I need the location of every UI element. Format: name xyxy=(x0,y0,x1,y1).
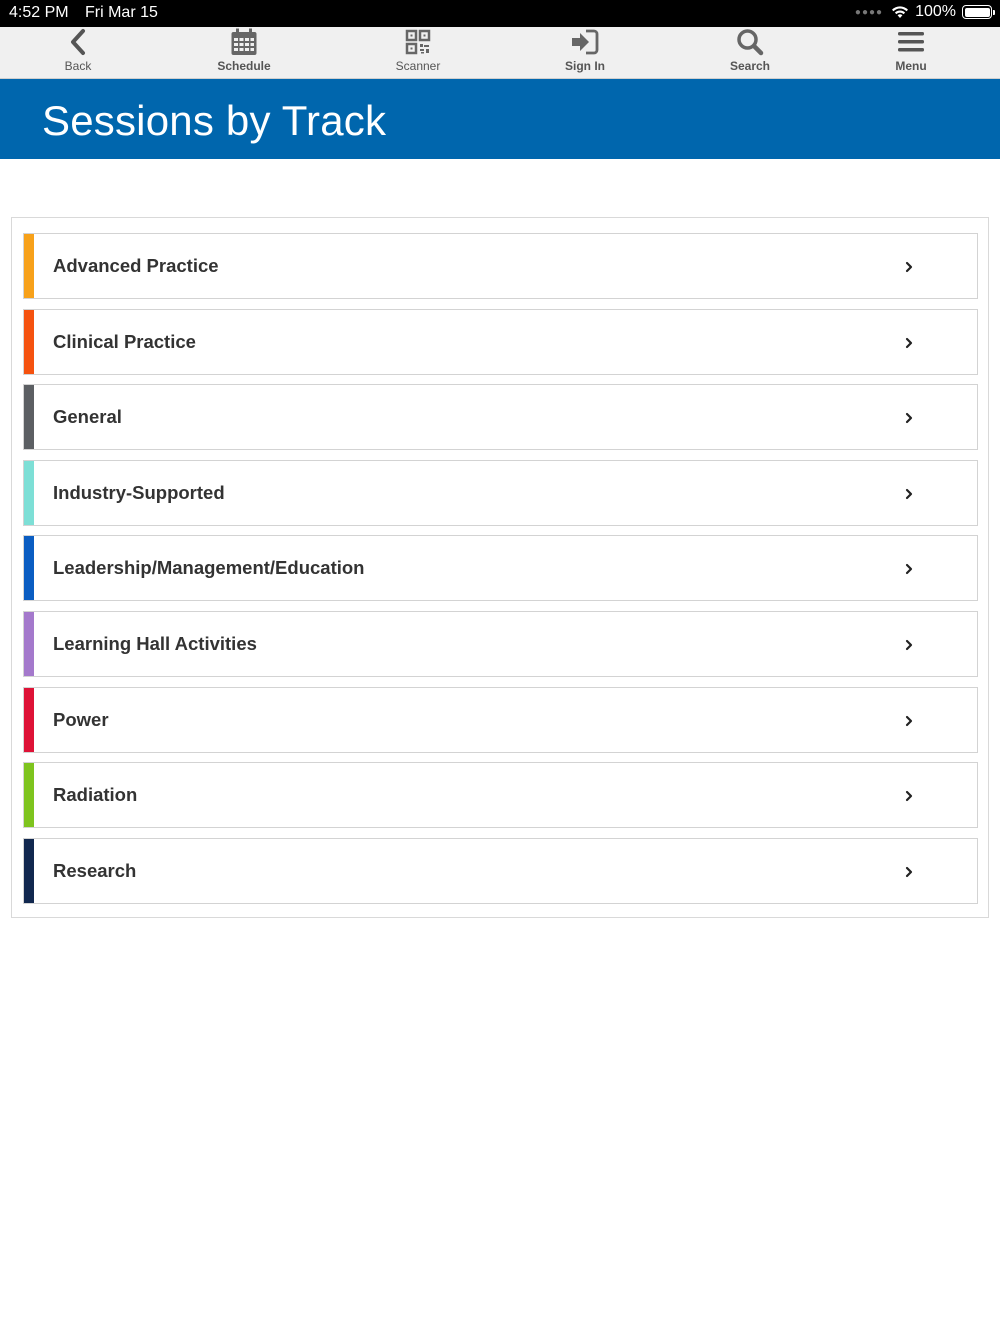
page-header xyxy=(0,79,1000,159)
status-bar xyxy=(0,0,1000,27)
signal-dots-icon: ●●●● xyxy=(854,6,884,18)
chevron-right-icon xyxy=(902,334,916,352)
track-item[interactable] xyxy=(23,762,978,828)
hamburger-menu-icon xyxy=(897,30,925,54)
track-label: General xyxy=(53,406,122,428)
scanner-label: Scanner xyxy=(395,59,441,73)
chevron-left-icon xyxy=(68,28,88,56)
track-label: Advanced Practice xyxy=(53,255,219,276)
scanner-button[interactable] xyxy=(368,27,468,79)
search-button[interactable] xyxy=(700,27,800,79)
chevron-right-icon xyxy=(902,636,916,654)
sign-in-button[interactable] xyxy=(535,27,635,79)
track-item[interactable] xyxy=(23,384,978,450)
track-item[interactable] xyxy=(23,460,978,526)
status-right xyxy=(855,3,992,21)
chevron-right-icon xyxy=(902,258,916,276)
schedule-label: Schedule xyxy=(217,59,271,73)
status-date: Fri Mar 15 xyxy=(85,4,158,21)
chevron-right-icon xyxy=(902,712,916,730)
status-time: 4:52 PM xyxy=(9,4,69,21)
track-label: Research xyxy=(53,859,137,881)
sign-in-icon xyxy=(571,29,599,55)
track-color-bar xyxy=(24,839,34,903)
track-label: Learning Hall Activities xyxy=(53,632,257,654)
chevron-right-icon xyxy=(902,787,916,805)
search-icon xyxy=(736,28,764,56)
back-label: Back xyxy=(64,59,92,73)
wifi-icon xyxy=(891,5,909,19)
track-label: Power xyxy=(53,708,109,730)
chevron-right-icon xyxy=(902,863,916,881)
track-item[interactable] xyxy=(23,309,978,375)
track-item[interactable] xyxy=(23,687,978,753)
track-label: Leadership/Management/Education xyxy=(53,557,365,579)
track-label: Radiation xyxy=(53,784,138,806)
track-color-bar xyxy=(24,234,34,298)
track-color-bar xyxy=(24,688,34,752)
back-button[interactable] xyxy=(28,27,128,79)
chevron-right-icon xyxy=(902,485,916,503)
qr-code-icon xyxy=(405,29,431,55)
track-color-bar xyxy=(24,612,34,676)
menu-button[interactable] xyxy=(861,27,961,79)
track-color-bar xyxy=(24,536,34,600)
track-item[interactable] xyxy=(23,838,978,904)
page-title: Sessions by Track xyxy=(42,97,387,144)
track-color-bar xyxy=(24,763,34,827)
track-color-bar xyxy=(24,461,34,525)
chevron-right-icon xyxy=(902,560,916,578)
track-item[interactable] xyxy=(23,233,978,299)
toolbar xyxy=(0,27,1000,79)
track-color-bar xyxy=(24,310,34,374)
schedule-button[interactable] xyxy=(194,27,294,79)
chevron-right-icon xyxy=(902,409,916,427)
calendar-icon xyxy=(230,28,258,56)
track-list-panel xyxy=(11,217,989,918)
search-label: Search xyxy=(729,59,771,73)
track-label: Clinical Practice xyxy=(53,330,196,352)
track-label: Industry-Supported xyxy=(53,481,225,503)
track-list xyxy=(23,233,978,913)
sign-in-label: Sign In xyxy=(565,59,605,73)
menu-label: Menu xyxy=(895,59,927,73)
battery-icon xyxy=(962,5,992,19)
track-color-bar xyxy=(24,385,34,449)
track-item[interactable] xyxy=(23,535,978,601)
track-item[interactable] xyxy=(23,611,978,677)
battery-percent: 100% xyxy=(915,3,956,20)
